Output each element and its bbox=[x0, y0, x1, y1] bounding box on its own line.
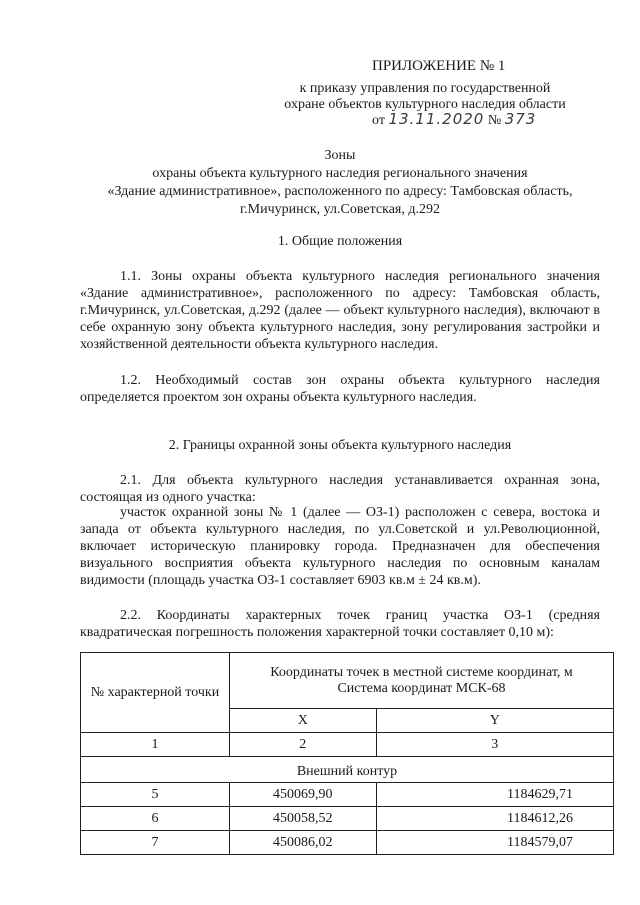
doc-title-line1: Зоны bbox=[324, 148, 356, 163]
handwritten-number: 373 bbox=[504, 110, 537, 128]
doc-title-line2: охраны объекта культурного наследия регионального значения bbox=[152, 166, 528, 181]
contour-label: Внешний контур bbox=[81, 763, 614, 783]
table-row bbox=[81, 783, 614, 807]
section2-paragraph2: участок охранной зоны № 1 (далее — ОЗ-1) расположен с севера, востока и запада от объекта культурного наследия, по ул.Советской и ул.Революционной, включает историческую планировку города. Предназначен для обеспечения визуального восприятия объекта культурного наследия по основным каналам видимости (площадь участка ОЗ-1 составляет 6903 кв.м ± 24 кв.м). bbox=[80, 505, 600, 588]
date-prefix: от bbox=[372, 113, 385, 128]
index-cell: 3 bbox=[376, 733, 613, 757]
section2-heading: 2. Границы охранной зоны объекта культурного наследия bbox=[168, 438, 512, 453]
y-value: 1184629,71 bbox=[376, 783, 613, 807]
coordinates-header-line1: Координаты точек в местной системе координат, м bbox=[270, 664, 573, 680]
x-value: 450058,52 bbox=[230, 807, 377, 831]
section1-heading: 1. Общие положения bbox=[277, 234, 403, 249]
table-row bbox=[81, 807, 614, 831]
coordinates-header bbox=[230, 653, 614, 709]
order-date-line bbox=[372, 110, 536, 129]
appendix-subtitle-line2: охране объектов культурного наследия области bbox=[284, 97, 566, 112]
y-value: 1184612,26 bbox=[376, 807, 613, 831]
number-prefix: № bbox=[487, 113, 502, 128]
x-value: 450086,02 bbox=[230, 831, 377, 855]
section1-paragraph2: 1.2. Необходимый состав зон охраны объекта культурного наследия определяется проектом зон охраны объекта культурного наследия. bbox=[80, 373, 600, 405]
appendix-subtitle-line1: к приказу управления по государственной bbox=[299, 81, 551, 96]
point-number: 5 bbox=[81, 783, 230, 807]
point-number-header: № характерной точки bbox=[81, 653, 230, 733]
coordinates-table bbox=[80, 652, 614, 855]
table-row bbox=[81, 831, 614, 855]
x-header: X bbox=[230, 709, 377, 733]
section1-paragraph1: 1.1. Зоны охраны объекта культурного наследия регионального значения «Здание административное», расположенного по адресу: Тамбовская область, г.Мичуринск, ул.Советская, д.292 (далее — объект культурного наследия), включают в себе охранную зону объекта культурного наследия, зону регулирования застройки и хозяйственной деятельности объекта культурного наследия. bbox=[80, 269, 600, 352]
appendix-title: ПРИЛОЖЕНИЕ № 1 bbox=[372, 58, 506, 74]
x-value: 450069,90 bbox=[230, 783, 377, 807]
doc-title-line3: «Здание административное», расположенного по адресу: Тамбовская область, bbox=[107, 184, 573, 199]
point-number: 7 bbox=[81, 831, 230, 855]
y-value: 1184579,07 bbox=[376, 831, 613, 855]
y-header: Y bbox=[376, 709, 613, 733]
handwritten-date: 13.11.2020 bbox=[388, 110, 485, 128]
index-cell: 2 bbox=[230, 733, 377, 757]
coordinates-header-line2: Система координат МСК-68 bbox=[337, 680, 506, 696]
doc-title-line4: г.Мичуринск, ул.Советская, д.292 bbox=[240, 202, 440, 217]
point-number: 6 bbox=[81, 807, 230, 831]
section2-paragraph1: 2.1. Для объекта культурного наследия устанавливается охранная зона, состоящая из одного участка: bbox=[80, 473, 600, 505]
section2-paragraph3: 2.2. Координаты характерных точек границ участка ОЗ-1 (средняя квадратическая погрешность положения характерной точки составляет 0,10 м): bbox=[80, 608, 600, 640]
index-cell: 1 bbox=[81, 733, 230, 757]
